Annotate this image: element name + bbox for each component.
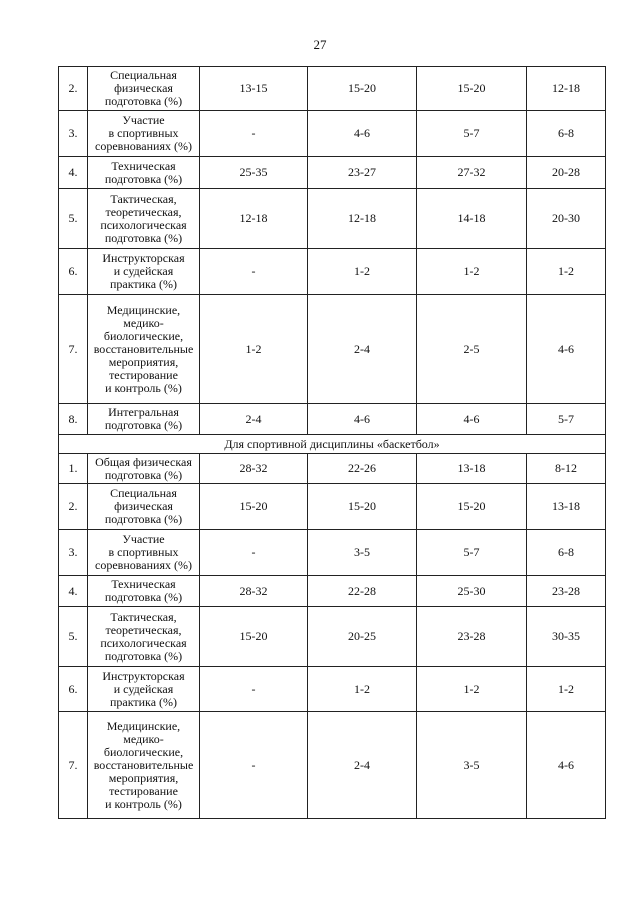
value-cell: 1-2	[527, 667, 606, 712]
row-title: Специальная физическая подготовка (%)	[88, 67, 200, 111]
value-cell: 1-2	[308, 249, 417, 295]
row-number: 6.	[59, 249, 88, 295]
table-row	[59, 667, 606, 712]
row-number: 8.	[59, 404, 88, 435]
value-cell: 25-30	[417, 576, 527, 607]
value-cell: 2-4	[308, 712, 417, 819]
value-cell: 15-20	[308, 484, 417, 530]
value-cell: 23-27	[308, 157, 417, 189]
value-cell: 13-15	[200, 67, 308, 111]
value-cell: 15-20	[308, 67, 417, 111]
table-row	[59, 404, 606, 435]
table-row	[59, 576, 606, 607]
row-number: 2.	[59, 67, 88, 111]
row-title: Участие в спортивных соревнованиях (%)	[88, 530, 200, 576]
value-cell: -	[200, 249, 308, 295]
value-cell: 1-2	[527, 249, 606, 295]
training-structure-table	[58, 66, 606, 819]
table-row	[59, 295, 606, 404]
row-title: Общая физическая подготовка (%)	[88, 454, 200, 484]
value-cell: 2-5	[417, 295, 527, 404]
value-cell: 20-25	[308, 607, 417, 667]
row-number: 3.	[59, 111, 88, 157]
row-number: 4.	[59, 576, 88, 607]
value-cell: 8-12	[527, 454, 606, 484]
row-title: Инструкторская и судейская практика (%)	[88, 249, 200, 295]
value-cell: 23-28	[527, 576, 606, 607]
row-number: 3.	[59, 530, 88, 576]
value-cell: 25-35	[200, 157, 308, 189]
value-cell: 15-20	[200, 484, 308, 530]
value-cell: 3-5	[308, 530, 417, 576]
row-number: 6.	[59, 667, 88, 712]
value-cell: -	[200, 712, 308, 819]
section-title: Для спортивной дисциплины «баскетбол»	[59, 435, 606, 454]
row-number: 7.	[59, 295, 88, 404]
table-row	[59, 454, 606, 484]
value-cell: 13-18	[527, 484, 606, 530]
row-title: Участие в спортивных соревнованиях (%)	[88, 111, 200, 157]
row-title: Специальная физическая подготовка (%)	[88, 484, 200, 530]
table-row	[59, 189, 606, 249]
value-cell: -	[200, 667, 308, 712]
row-title: Интегральная подготовка (%)	[88, 404, 200, 435]
value-cell: 4-6	[417, 404, 527, 435]
value-cell: 15-20	[417, 484, 527, 530]
value-cell: 1-2	[417, 249, 527, 295]
value-cell: 28-32	[200, 454, 308, 484]
value-cell: 6-8	[527, 530, 606, 576]
table-row	[59, 484, 606, 530]
value-cell: -	[200, 530, 308, 576]
value-cell: 1-2	[308, 667, 417, 712]
value-cell: 22-28	[308, 576, 417, 607]
row-title: Тактическая, теоретическая, психологическая подготовка (%)	[88, 607, 200, 667]
value-cell: 12-18	[527, 67, 606, 111]
table-row	[59, 67, 606, 111]
row-number: 1.	[59, 454, 88, 484]
row-title: Инструкторская и судейская практика (%)	[88, 667, 200, 712]
value-cell: 23-28	[417, 607, 527, 667]
row-title: Медицинские, медико- биологические, восстановительные мероприятия, тестирование и контроль (%)	[88, 295, 200, 404]
table-row	[59, 157, 606, 189]
table-row	[59, 111, 606, 157]
row-title: Техническая подготовка (%)	[88, 576, 200, 607]
value-cell: 30-35	[527, 607, 606, 667]
value-cell: 12-18	[200, 189, 308, 249]
value-cell: 2-4	[200, 404, 308, 435]
row-title: Техническая подготовка (%)	[88, 157, 200, 189]
value-cell: 1-2	[200, 295, 308, 404]
value-cell: 14-18	[417, 189, 527, 249]
value-cell: 4-6	[308, 404, 417, 435]
value-cell: 20-28	[527, 157, 606, 189]
value-cell: 27-32	[417, 157, 527, 189]
value-cell: 1-2	[417, 667, 527, 712]
table-row	[59, 249, 606, 295]
value-cell: 12-18	[308, 189, 417, 249]
value-cell: 6-8	[527, 111, 606, 157]
table-row	[59, 712, 606, 819]
row-number: 5.	[59, 607, 88, 667]
page-number: 27	[313, 37, 327, 52]
value-cell: 4-6	[527, 295, 606, 404]
section-row	[59, 435, 606, 454]
value-cell: 5-7	[417, 111, 527, 157]
value-cell: -	[200, 111, 308, 157]
row-title: Тактическая, теоретическая, психологическая подготовка (%)	[88, 189, 200, 249]
value-cell: 15-20	[417, 67, 527, 111]
row-number: 7.	[59, 712, 88, 819]
value-cell: 3-5	[417, 712, 527, 819]
value-cell: 28-32	[200, 576, 308, 607]
row-number: 2.	[59, 484, 88, 530]
table-row	[59, 530, 606, 576]
row-number: 4.	[59, 157, 88, 189]
value-cell: 4-6	[527, 712, 606, 819]
value-cell: 5-7	[527, 404, 606, 435]
value-cell: 13-18	[417, 454, 527, 484]
value-cell: 2-4	[308, 295, 417, 404]
value-cell: 4-6	[308, 111, 417, 157]
table-row	[59, 607, 606, 667]
row-number: 5.	[59, 189, 88, 249]
row-title: Медицинские, медико- биологические, восстановительные мероприятия, тестирование и контроль (%)	[88, 712, 200, 819]
value-cell: 20-30	[527, 189, 606, 249]
value-cell: 22-26	[308, 454, 417, 484]
value-cell: 5-7	[417, 530, 527, 576]
value-cell: 15-20	[200, 607, 308, 667]
